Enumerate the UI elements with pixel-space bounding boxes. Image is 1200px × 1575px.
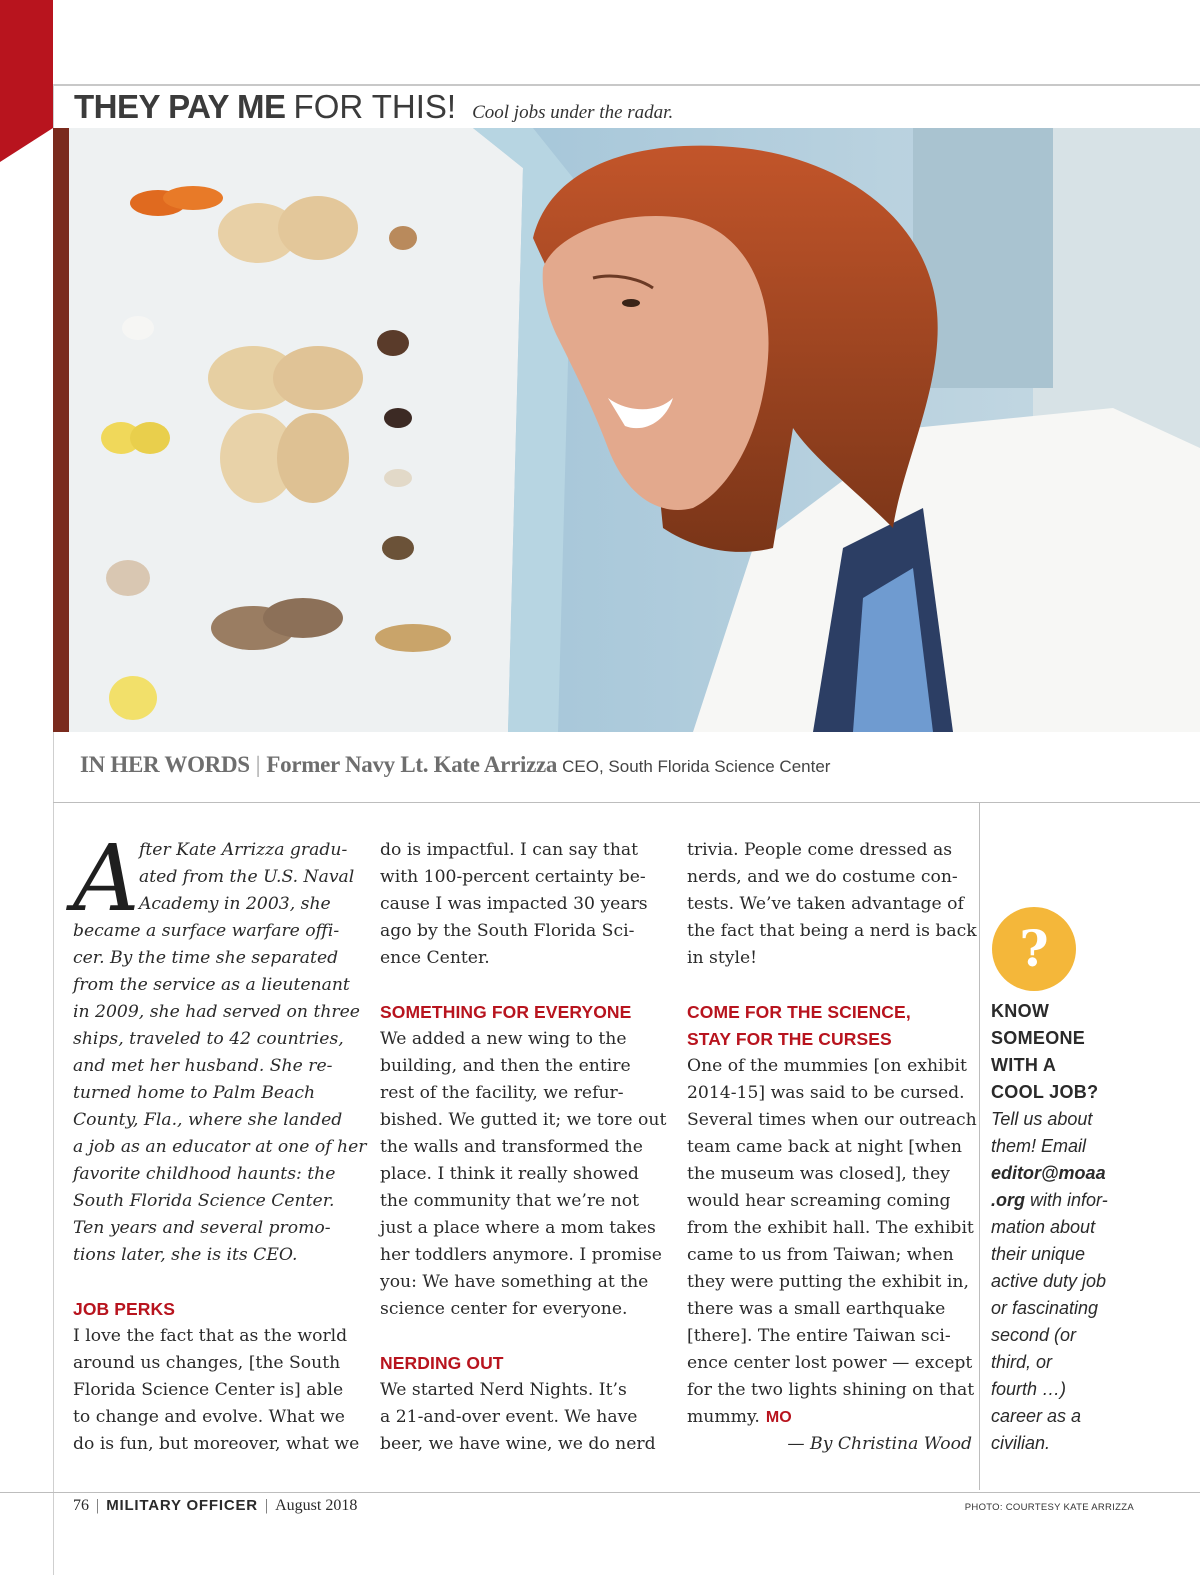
body-line: One of the mummies [on exhibit xyxy=(687,1056,967,1076)
body-line: do is fun, but moreover, what we xyxy=(73,1434,360,1454)
body-line: bished. We gutted it; we tore out xyxy=(380,1110,667,1130)
article-intro xyxy=(73,825,367,1269)
footer-rule xyxy=(0,1492,1200,1493)
body-line: there was a small earthquake xyxy=(687,1299,946,1319)
sidebar-body-line: civilian. xyxy=(991,1433,1051,1453)
body-line: science center for everyone. xyxy=(380,1299,628,1319)
body-line: trivia. People come dressed as xyxy=(687,840,953,860)
body-line: the museum was closed], they xyxy=(687,1164,950,1184)
intro-line: became a surface warfare offi- xyxy=(73,921,340,941)
article-column-3 xyxy=(687,837,977,1458)
footer-separator: | xyxy=(264,1497,269,1514)
body-line: just a place where a mom takes xyxy=(380,1218,656,1238)
body-line: ence Center. xyxy=(380,948,490,968)
section-title-light: FOR THIS! xyxy=(293,88,457,125)
sidebar-body-line: fourth …) xyxy=(991,1379,1067,1399)
caption-role: CEO, South Florida Science Center xyxy=(562,757,831,776)
article-column-1 xyxy=(73,825,367,1458)
intro-line: tions later, she is its CEO. xyxy=(73,1245,298,1265)
intro-line: Ten years and several promo- xyxy=(73,1218,331,1238)
sidebar-email-part-1: editor@moaa xyxy=(991,1163,1106,1183)
body-line: rest of the facility, we refur- xyxy=(380,1083,624,1103)
sidebar-body-line: their unique xyxy=(991,1244,1086,1264)
body-line: place. I think it really showed xyxy=(380,1164,639,1184)
body-line: cause I was impacted 30 years xyxy=(380,894,648,914)
intro-line: ships, traveled to 42 countries, xyxy=(73,1029,344,1049)
feature-photo xyxy=(53,128,1200,732)
sidebar-heading-line: SOMEONE xyxy=(991,1028,1086,1048)
intro-line: a job as an educator at one of her xyxy=(73,1137,367,1157)
section-color-tab-notch xyxy=(0,128,53,162)
body-line: the fact that being a nerd is back xyxy=(687,921,977,941)
intro-line: in 2009, she had served on three xyxy=(73,1002,360,1022)
body-line: for the two lights shining on that xyxy=(687,1380,975,1400)
photo-caption xyxy=(80,752,830,778)
body-line: We started Nerd Nights. It’s xyxy=(380,1380,627,1400)
sidebar-heading-line: WITH A xyxy=(991,1055,1057,1075)
intro-line: fter Kate Arrizza gradu- xyxy=(139,840,348,860)
section-header xyxy=(74,88,673,128)
body-line: ago by the South Florida Sci- xyxy=(380,921,635,941)
intro-line: Academy in 2003, she xyxy=(139,894,331,914)
sidebar-divider xyxy=(979,803,980,1490)
body-line: you: We have something at the xyxy=(380,1272,649,1292)
issue-date: August 2018 xyxy=(275,1497,358,1514)
body-line: [there]. The entire Taiwan sci- xyxy=(687,1326,951,1346)
body-line: the walls and transformed the xyxy=(380,1137,643,1157)
sidebar-email-after: with infor- xyxy=(1025,1190,1108,1210)
intro-line: turned home to Palm Beach xyxy=(73,1083,316,1103)
byline: — By Christina Wood xyxy=(787,1434,972,1454)
sidebar-body-line: them! Email xyxy=(991,1136,1087,1156)
intro-line: County, Fla., where she landed xyxy=(73,1110,343,1130)
drop-cap: A xyxy=(73,825,140,932)
intro-line: cer. By the time she separated xyxy=(73,948,339,968)
body-line: I love the fact that as the world xyxy=(73,1326,348,1346)
intro-line: South Florida Science Center. xyxy=(73,1191,335,1211)
body-line: Several times when our outreach xyxy=(687,1110,977,1130)
sidebar-heading-line: KNOW xyxy=(991,1001,1050,1021)
intro-line: from the service as a lieutenant xyxy=(73,975,350,995)
body-line: We added a new wing to the xyxy=(380,1029,627,1049)
body-line: would hear screaming coming xyxy=(687,1191,951,1211)
sidebar-heading-line: COOL JOB? xyxy=(991,1082,1099,1102)
photo-credit: PHOTO: COURTESY KATE ARRIZZA xyxy=(964,1502,1134,1513)
job-perks-heading: JOB PERKS xyxy=(73,1299,176,1319)
sidebar-callout xyxy=(991,998,1191,1457)
question-mark-icon xyxy=(992,907,1076,991)
body-line: they were putting the exhibit in, xyxy=(687,1272,969,1292)
sidebar-body-line: active duty job xyxy=(991,1271,1107,1291)
body-line: her toddlers anymore. I promise xyxy=(380,1245,662,1265)
section-title-bold: THEY PAY ME xyxy=(74,88,286,125)
body-line: building, and then the entire xyxy=(380,1056,631,1076)
body-line: beer, we have wine, we do nerd xyxy=(380,1434,656,1454)
sidebar-body-line: third, or xyxy=(991,1352,1053,1372)
something-for-everyone-heading: SOMETHING FOR EVERYONE xyxy=(380,1002,632,1022)
body-line: ence center lost power — except xyxy=(687,1353,973,1373)
section-tagline: Cool jobs under the radar. xyxy=(472,102,674,123)
sidebar-body-line: Tell us about xyxy=(991,1109,1093,1129)
article-column-2 xyxy=(380,837,670,1458)
sidebar-body-line: mation about xyxy=(991,1217,1096,1237)
caption-label: IN HER WORDS xyxy=(80,752,250,777)
body-line: do is impactful. I can say that xyxy=(380,840,639,860)
body-line: in style! xyxy=(687,948,758,968)
sidebar-body-line: second (or xyxy=(991,1325,1077,1345)
body-line: Florida Science Center is] able xyxy=(73,1380,344,1400)
sidebar-body-line: career as a xyxy=(991,1406,1082,1426)
footer-separator: | xyxy=(96,1497,100,1514)
intro-line: ated from the U.S. Naval xyxy=(139,867,355,887)
sidebar-email-line-2 xyxy=(991,1187,1191,1214)
header-rule xyxy=(53,84,1200,86)
caption-rule xyxy=(53,802,1200,803)
body-line: nerds, and we do costume con- xyxy=(687,867,958,887)
end-mark-icon: MO xyxy=(765,1409,792,1426)
body-line-last-text: mummy. xyxy=(687,1407,760,1427)
feature-photo-illustration xyxy=(53,128,1200,732)
page-number: 76 xyxy=(73,1497,89,1514)
body-line: 2014-15] was said to be cursed. xyxy=(687,1083,965,1103)
sidebar-body-line: or fascinating xyxy=(991,1298,1099,1318)
body-line-last xyxy=(687,1404,972,1431)
sidebar-email-part-2: .org xyxy=(991,1190,1025,1210)
intro-line: favorite childhood haunts: the xyxy=(73,1164,336,1184)
body-line: around us changes, [the South xyxy=(73,1353,341,1373)
body-line: the community that we’re not xyxy=(380,1191,640,1211)
caption-name: Former Navy Lt. Kate Arrizza xyxy=(266,752,558,777)
body-line: came to us from Taiwan; when xyxy=(687,1245,954,1265)
intro-line: and met her husband. She re- xyxy=(73,1056,333,1076)
section-color-tab xyxy=(0,0,53,128)
sidebar-email-line-1 xyxy=(991,1160,1191,1187)
page-footer xyxy=(73,1497,357,1515)
question-mark-glyph: ? xyxy=(1019,919,1049,978)
curses-heading-line-2: STAY FOR THE CURSES xyxy=(687,1029,892,1049)
body-line: from the exhibit hall. The exhibit xyxy=(687,1218,974,1238)
curses-heading-line-1: COME FOR THE SCIENCE, xyxy=(687,1002,911,1022)
body-line: tests. We’ve taken advantage of xyxy=(687,894,964,914)
nerding-out-heading: NERDING OUT xyxy=(380,1353,504,1373)
body-line: team came back at night [when xyxy=(687,1137,962,1157)
magazine-name: MILITARY OFFICER xyxy=(106,1497,258,1514)
caption-separator: | xyxy=(255,752,261,777)
body-line: to change and evolve. What we xyxy=(73,1407,345,1427)
body-line: a 21-and-over event. We have xyxy=(380,1407,638,1427)
body-line: with 100-percent certainty be- xyxy=(380,867,646,887)
